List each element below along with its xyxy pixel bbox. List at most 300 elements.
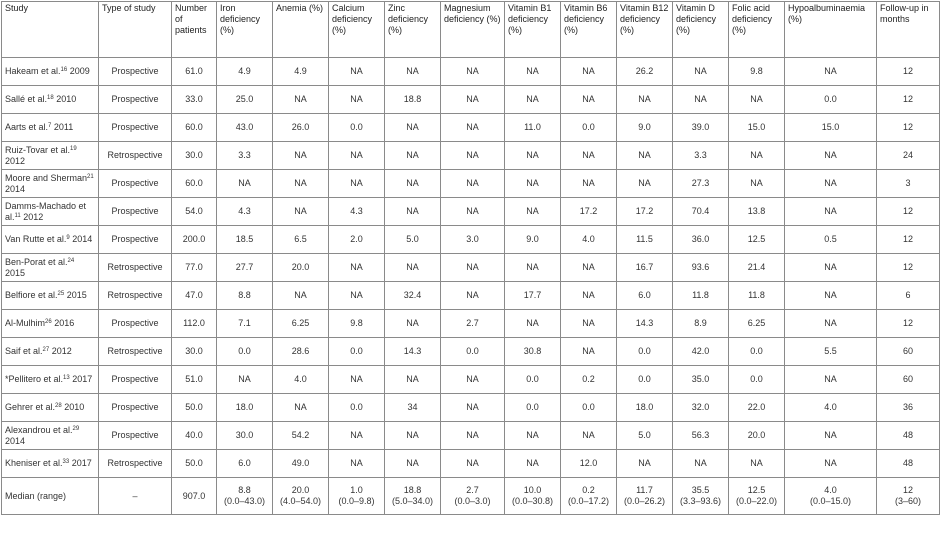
data-cell: Prospective: [99, 422, 172, 450]
median-value: 12.5: [747, 485, 766, 495]
study-year: 2012: [23, 211, 44, 222]
data-cell: NA: [385, 422, 441, 450]
data-cell: NA: [785, 282, 877, 310]
deficiency-table: [1, 1, 940, 515]
study-year: 2017: [72, 374, 93, 384]
data-cell: Retrospective: [99, 254, 172, 282]
table-row: [2, 394, 940, 422]
header-cell: Vitamin B1 deficiency (%): [505, 2, 561, 58]
reference-number: 28: [55, 403, 62, 409]
data-cell: NA: [329, 366, 385, 394]
data-cell: 26.2: [617, 58, 673, 86]
median-value: 12: [902, 485, 913, 495]
data-cell: 3.3: [217, 142, 273, 170]
data-cell: Retrospective: [99, 282, 172, 310]
data-cell: NA: [441, 394, 505, 422]
study-year: 2010: [56, 94, 77, 104]
study-name: Saif et al.: [5, 346, 43, 356]
reference-number: 29: [72, 425, 80, 432]
data-cell: NA: [785, 422, 877, 450]
header-cell: Anemia (%): [273, 2, 329, 58]
data-cell: 35.0: [673, 366, 729, 394]
data-cell: 27.7: [217, 254, 273, 282]
data-cell: 6.5: [273, 226, 329, 254]
data-cell: NA: [273, 198, 329, 226]
data-cell: NA: [505, 198, 561, 226]
table-row: [2, 226, 940, 254]
data-cell: NA: [385, 450, 441, 478]
data-cell: 47.0: [172, 282, 217, 310]
data-cell: Prospective: [99, 226, 172, 254]
study-year: 2016: [54, 318, 75, 328]
data-cell: 0.0: [785, 86, 877, 114]
data-cell: 27.3: [673, 170, 729, 198]
study-year: 2014: [5, 435, 26, 446]
data-cell: NA: [217, 170, 273, 198]
study-name: Van Rutte et al.: [5, 234, 67, 244]
data-cell: NA: [385, 310, 441, 338]
reference-number: 9: [66, 235, 70, 241]
data-cell: NA: [785, 142, 877, 170]
data-cell: 15.0: [729, 114, 785, 142]
study-year: 2011: [53, 122, 74, 132]
data-cell: NA: [785, 170, 877, 198]
data-cell: 17.2: [617, 198, 673, 226]
data-cell: 0.0: [561, 394, 617, 422]
reference-number: 24: [67, 257, 75, 264]
data-cell: 4.3: [329, 198, 385, 226]
header-cell: Vitamin B12 deficiency (%): [617, 2, 673, 58]
median-cell: [217, 478, 273, 515]
data-cell: NA: [273, 282, 329, 310]
table-row: [2, 114, 940, 142]
data-cell: 6.25: [729, 310, 785, 338]
table-row: [2, 58, 940, 86]
data-cell: 51.0: [172, 366, 217, 394]
data-cell: NA: [385, 366, 441, 394]
median-range: (5.0–34.0): [391, 496, 434, 506]
median-range: (3.3–93.6): [679, 496, 722, 506]
data-cell: 40.0: [172, 422, 217, 450]
header-cell: Iron deficiency (%): [217, 2, 273, 58]
header-cell: Folic acid deficiency (%): [729, 2, 785, 58]
data-cell: 4.9: [217, 58, 273, 86]
data-cell: 28.6: [273, 338, 329, 366]
data-cell: NA: [441, 450, 505, 478]
data-cell: NA: [385, 58, 441, 86]
data-cell: 0.0: [329, 338, 385, 366]
data-cell: 112.0: [172, 310, 217, 338]
data-cell: NA: [385, 142, 441, 170]
table-row: [2, 338, 940, 366]
data-cell: NA: [785, 254, 877, 282]
data-cell: 16.7: [617, 254, 673, 282]
study-cell: [2, 170, 99, 198]
median-value: 18.8: [403, 485, 422, 495]
data-cell: NA: [441, 170, 505, 198]
data-cell: 30.0: [217, 422, 273, 450]
study-name: Hakeam et al.: [5, 66, 61, 76]
data-cell: Prospective: [99, 366, 172, 394]
data-cell: Retrospective: [99, 142, 172, 170]
data-cell: 11.8: [729, 282, 785, 310]
data-cell: 6.25: [273, 310, 329, 338]
study-year: 2015: [5, 267, 26, 278]
data-cell: 0.0: [505, 394, 561, 422]
data-cell: 12: [877, 310, 940, 338]
data-cell: NA: [329, 86, 385, 114]
data-cell: 3.0: [441, 226, 505, 254]
data-cell: 12: [877, 86, 940, 114]
study-name: Al-Mulhim: [5, 318, 46, 328]
study-cell: [2, 142, 99, 170]
data-cell: 6: [877, 282, 940, 310]
data-cell: Prospective: [99, 58, 172, 86]
data-cell: NA: [729, 170, 785, 198]
median-range: (0.0–26.2): [623, 496, 666, 506]
data-cell: NA: [561, 422, 617, 450]
data-cell: NA: [441, 366, 505, 394]
data-cell: 43.0: [217, 114, 273, 142]
data-cell: NA: [329, 282, 385, 310]
study-cell: [2, 366, 99, 394]
data-cell: 42.0: [673, 338, 729, 366]
study-name: Ruiz-Tovar et al.: [5, 144, 71, 155]
data-cell: NA: [441, 114, 505, 142]
median-cell: [441, 478, 505, 515]
study-cell: [2, 58, 99, 86]
data-cell: 30.0: [172, 142, 217, 170]
data-cell: 9.8: [729, 58, 785, 86]
data-cell: 70.4: [673, 198, 729, 226]
data-cell: 18.8: [385, 86, 441, 114]
reference-number: 33: [62, 459, 70, 465]
median-cell: [617, 478, 673, 515]
data-cell: 17.7: [505, 282, 561, 310]
data-cell: 12: [877, 226, 940, 254]
data-cell: NA: [505, 142, 561, 170]
header-cell: Magnesium deficiency (%): [441, 2, 505, 58]
data-cell: 33.0: [172, 86, 217, 114]
data-cell: NA: [673, 450, 729, 478]
study-year: 2017: [71, 458, 92, 468]
reference-number: 11: [14, 212, 21, 219]
data-cell: 32.4: [385, 282, 441, 310]
header-cell: Zinc deficiency (%): [385, 2, 441, 58]
header-row: [2, 2, 940, 58]
data-cell: 18.5: [217, 226, 273, 254]
data-cell: 8.8: [217, 282, 273, 310]
data-cell: 4.0: [273, 366, 329, 394]
data-cell: 0.0: [729, 338, 785, 366]
data-cell: 5.0: [385, 226, 441, 254]
data-cell: NA: [561, 338, 617, 366]
study-year: 2015: [66, 290, 87, 300]
median-range: (0.0–9.8): [338, 496, 375, 506]
data-cell: 12: [877, 198, 940, 226]
data-cell: 14.3: [617, 310, 673, 338]
data-cell: NA: [673, 86, 729, 114]
data-cell: 22.0: [729, 394, 785, 422]
study-name: Sallé et al.: [5, 94, 48, 104]
median-cell: [729, 478, 785, 515]
table-row: [2, 282, 940, 310]
table-row: [2, 366, 940, 394]
data-cell: NA: [505, 254, 561, 282]
reference-number: 26: [45, 319, 52, 325]
median-value: 4.0: [824, 485, 837, 495]
data-cell: 20.0: [729, 422, 785, 450]
data-cell: 4.0: [561, 226, 617, 254]
data-cell: NA: [561, 254, 617, 282]
header-cell: Type of study: [99, 2, 172, 58]
data-cell: 11.0: [505, 114, 561, 142]
study-cell: [2, 198, 99, 226]
data-cell: NA: [561, 310, 617, 338]
median-range: (0.0–17.2): [567, 496, 610, 506]
data-cell: NA: [617, 450, 673, 478]
reference-number: 19: [70, 145, 77, 152]
data-cell: NA: [785, 450, 877, 478]
data-cell: NA: [329, 58, 385, 86]
data-cell: NA: [505, 310, 561, 338]
data-cell: 77.0: [172, 254, 217, 282]
median-range: (0.0–30.8): [511, 496, 554, 506]
data-cell: Retrospective: [99, 338, 172, 366]
data-cell: NA: [273, 86, 329, 114]
data-cell: NA: [673, 58, 729, 86]
table-row: [2, 170, 940, 198]
data-cell: 5.0: [617, 422, 673, 450]
data-cell: 56.3: [673, 422, 729, 450]
header-cell: Calcium deficiency (%): [329, 2, 385, 58]
header-cell: Follow-up in months: [877, 2, 940, 58]
median-value: 0.2: [582, 485, 595, 495]
data-cell: 32.0: [673, 394, 729, 422]
data-cell: 9.0: [617, 114, 673, 142]
header-cell: Number of patients: [172, 2, 217, 58]
data-cell: 93.6: [673, 254, 729, 282]
data-cell: NA: [441, 254, 505, 282]
data-cell: 36: [877, 394, 940, 422]
median-cell: [561, 478, 617, 515]
data-cell: 30.8: [505, 338, 561, 366]
data-cell: 48: [877, 450, 940, 478]
study-cell: [2, 282, 99, 310]
data-cell: NA: [561, 170, 617, 198]
data-cell: NA: [273, 170, 329, 198]
data-cell: 49.0: [273, 450, 329, 478]
data-cell: Prospective: [99, 114, 172, 142]
data-cell: NA: [561, 282, 617, 310]
data-cell: NA: [385, 254, 441, 282]
data-cell: NA: [329, 254, 385, 282]
data-cell: Prospective: [99, 310, 172, 338]
data-cell: Prospective: [99, 394, 172, 422]
data-cell: 3: [877, 170, 940, 198]
data-cell: NA: [505, 422, 561, 450]
data-cell: Prospective: [99, 170, 172, 198]
data-cell: NA: [505, 58, 561, 86]
median-cell: [785, 478, 877, 515]
data-cell: Prospective: [99, 86, 172, 114]
data-cell: NA: [561, 58, 617, 86]
data-cell: 50.0: [172, 450, 217, 478]
data-cell: 5.5: [785, 338, 877, 366]
median-value: 35.5: [691, 485, 710, 495]
data-cell: 9.8: [329, 310, 385, 338]
study-name: Damms-Machado et al.: [5, 200, 87, 222]
median-cell: 907.0: [172, 478, 217, 515]
reference-number: 13: [63, 375, 70, 381]
study-cell: [2, 114, 99, 142]
study-name: Alexandrou et al.: [5, 424, 73, 435]
data-cell: 60.0: [172, 170, 217, 198]
data-cell: 6.0: [217, 450, 273, 478]
data-cell: NA: [217, 366, 273, 394]
data-cell: 0.0: [441, 338, 505, 366]
data-cell: NA: [617, 86, 673, 114]
data-cell: 0.0: [617, 338, 673, 366]
data-cell: 18.0: [617, 394, 673, 422]
data-cell: NA: [785, 366, 877, 394]
data-cell: NA: [785, 310, 877, 338]
data-cell: 4.3: [217, 198, 273, 226]
data-cell: NA: [329, 422, 385, 450]
reference-number: 16: [60, 67, 68, 73]
data-cell: 2.0: [329, 226, 385, 254]
study-name: Ben-Porat et al.: [5, 256, 68, 267]
data-cell: 12: [877, 114, 940, 142]
median-range: (0.0–3.0): [454, 496, 491, 506]
study-cell: [2, 310, 99, 338]
data-cell: 11.8: [673, 282, 729, 310]
header-cell: Vitamin B6 deficiency (%): [561, 2, 617, 58]
study-cell: [2, 86, 99, 114]
data-cell: NA: [385, 114, 441, 142]
data-cell: 4.9: [273, 58, 329, 86]
median-cell: [329, 478, 385, 515]
data-cell: 25.0: [217, 86, 273, 114]
table-body: [2, 58, 940, 515]
median-value: 8.8: [238, 485, 251, 495]
data-cell: 12: [877, 58, 940, 86]
data-cell: NA: [441, 58, 505, 86]
data-cell: 24: [877, 142, 940, 170]
median-row: [2, 478, 940, 515]
data-cell: 0.0: [329, 114, 385, 142]
data-cell: NA: [505, 86, 561, 114]
table-row: [2, 422, 940, 450]
median-cell: Median (range): [2, 478, 99, 515]
data-cell: 0.2: [561, 366, 617, 394]
data-cell: 26.0: [273, 114, 329, 142]
median-value: 11.7: [636, 485, 653, 495]
study-year: 2009: [69, 66, 90, 76]
data-cell: NA: [329, 450, 385, 478]
data-cell: 60: [877, 366, 940, 394]
data-cell: NA: [441, 422, 505, 450]
data-cell: 0.0: [217, 338, 273, 366]
data-cell: 8.9: [673, 310, 729, 338]
median-range: (3–60): [894, 496, 921, 506]
data-cell: NA: [441, 86, 505, 114]
median-cell: [505, 478, 561, 515]
study-name: Moore and Sherman: [5, 172, 88, 183]
study-cell: [2, 394, 99, 422]
median-value: 2.7: [466, 485, 479, 495]
data-cell: NA: [561, 142, 617, 170]
reference-number: 27: [42, 347, 50, 353]
median-cell: [673, 478, 729, 515]
data-cell: NA: [329, 170, 385, 198]
header-cell: Vitamin D deficiency (%): [673, 2, 729, 58]
study-name: Belfiore et al.: [5, 290, 58, 300]
median-range: (0.0–15.0): [809, 496, 852, 506]
data-cell: 36.0: [673, 226, 729, 254]
data-cell: 11.5: [617, 226, 673, 254]
data-cell: 30.0: [172, 338, 217, 366]
header-cell: Hypoalbuminaemia (%): [785, 2, 877, 58]
data-cell: 0.0: [617, 366, 673, 394]
table-row: [2, 254, 940, 282]
study-year: 2010: [64, 402, 85, 412]
data-cell: NA: [617, 170, 673, 198]
data-cell: NA: [441, 282, 505, 310]
data-cell: 15.0: [785, 114, 877, 142]
data-cell: 12: [877, 254, 940, 282]
data-cell: 60.0: [172, 114, 217, 142]
study-cell: [2, 422, 99, 450]
reference-number: 21: [87, 173, 94, 180]
header-cell: Study: [2, 2, 99, 58]
study-year: 2012: [51, 346, 72, 356]
median-range: (0.0–22.0): [735, 496, 778, 506]
median-cell: [877, 478, 940, 515]
data-cell: 61.0: [172, 58, 217, 86]
data-cell: 13.8: [729, 198, 785, 226]
data-cell: NA: [273, 142, 329, 170]
data-cell: NA: [785, 198, 877, 226]
data-cell: NA: [729, 86, 785, 114]
data-cell: 6.0: [617, 282, 673, 310]
data-cell: 0.0: [505, 366, 561, 394]
data-cell: 0.0: [561, 114, 617, 142]
data-cell: NA: [785, 58, 877, 86]
study-year: 2014: [5, 183, 26, 194]
data-cell: NA: [505, 450, 561, 478]
study-year: 2014: [72, 234, 93, 244]
data-cell: NA: [561, 86, 617, 114]
table-row: [2, 86, 940, 114]
data-cell: NA: [505, 170, 561, 198]
table-row: [2, 142, 940, 170]
study-cell: [2, 338, 99, 366]
data-cell: Retrospective: [99, 450, 172, 478]
study-cell: [2, 254, 99, 282]
data-cell: NA: [385, 198, 441, 226]
data-cell: 0.5: [785, 226, 877, 254]
data-cell: 54.2: [273, 422, 329, 450]
data-cell: 21.4: [729, 254, 785, 282]
median-cell: [273, 478, 329, 515]
data-cell: 9.0: [505, 226, 561, 254]
data-cell: 34: [385, 394, 441, 422]
data-cell: 4.0: [785, 394, 877, 422]
median-range: (0.0–43.0): [223, 496, 266, 506]
data-cell: 0.0: [329, 394, 385, 422]
data-cell: NA: [729, 142, 785, 170]
